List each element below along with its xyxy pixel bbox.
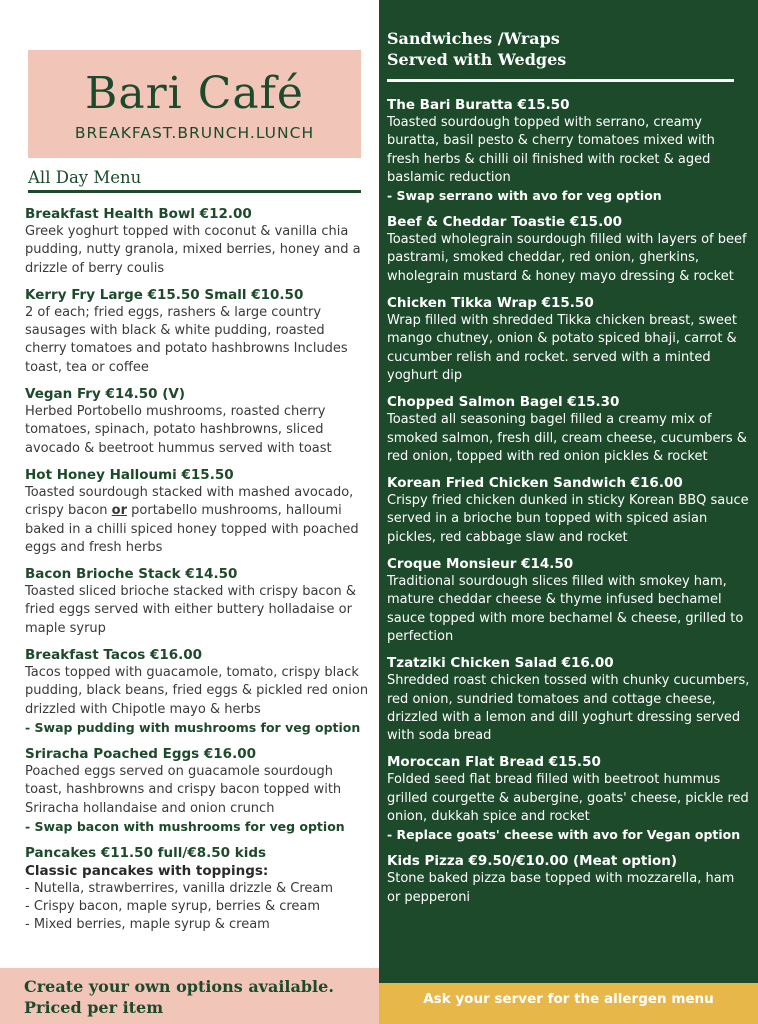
menu-item [25,565,370,638]
menu-item-title: The Bari Buratta €15.50 [387,97,570,113]
menu-item [25,466,370,557]
menu-item [387,393,751,466]
brand-tagline: BREAKFAST.BRUNCH.LUNCH [74,124,315,142]
menu-item-desc: Shredded roast chicken tossed with chunky cucumbers, red onion, sundried tomatoes and cottage cheese, drizzled with a lemon and dill yoghurt dressing served with soda bread [387,673,750,744]
menu-item-note: - Swap pudding with mushrooms for veg option [25,719,361,735]
menu-item [387,474,751,547]
allergen-footer-text: Ask your server for the allergen menu [423,991,714,1007]
menu-item-title: Pancakes €11.50 full/€8.50 kids [25,844,267,861]
menu-item-title: Beef & Cheddar Toastie €15.00 [387,214,622,231]
menu-item-subtitle: Classic pancakes with toppings: [25,862,269,879]
menu-item-desc: Toasted wholegrain sourdough filled with layers of beef pastrami, smoked cheddar, red onion, gherkins, wholegrain mustard & honey mayo dressing & rocket [387,232,747,284]
sandwiches-title-line1: Sandwiches /Wraps [387,29,560,48]
or-emphasis: or [111,503,127,519]
menu-item-desc: Poached eggs served on guacamole sourdough toast, hashbrowns and crispy bacon topped with Sriracha hollandaise and onion crunch [25,763,342,816]
menu-item [25,286,370,377]
menu-item-line: - Mixed berries, maple syrup & cream [25,917,270,933]
all-day-menu-list [25,205,370,943]
menu-item [387,555,751,646]
menu-item-title: Moroccan Flat Bread €15.50 [387,754,601,771]
desc-part: portabello mushrooms, halloumi baked in a chilli spiced honey topped with poached eggs and fresh herbs [25,503,359,555]
menu-item-desc: Stone baked pizza base topped with mozzarella, ham or pepperoni [387,871,735,905]
menu-item-line: - Crispy bacon, maple syrup, berries & cream [25,899,321,915]
menu-item [25,385,370,458]
menu-item-desc: Wrap filled with shredded Tikka chicken breast, sweet mango chutney, onion & potato spiced bhaji, carrot & cucumber relish and rocket. served with a minted yoghurt dip [387,313,737,383]
menu-item-title: Breakfast Health Bowl €12.00 [25,206,252,222]
menu-item-desc: Folded seed flat bread filled with beetroot hummus grilled courgette & aubergine, goats' cheese, pickle red onion, dukkah spice and rocket [387,772,749,825]
menu-item-title: Breakfast Tacos €16.00 [25,647,203,664]
menu-item-desc: Herbed Portobello mushrooms, roasted cherry tomatoes, spinach, potato hashbrowns, sliced avocado & beetroot hummus served with toast [25,404,332,456]
menu-item-desc: Greek yoghurt topped with coconut & vanilla chia pudding, nutty granola, mixed berries, honey and a drizzle of berry coulis [25,224,361,276]
menu-item-title: Korean Fried Chicken Sandwich €16.00 [387,475,683,492]
menu-item-title: Croque Monsieur €14.50 [387,556,574,573]
options-footer-text: Create your own options available. Priced per item [24,977,334,1017]
sandwiches-title [387,28,737,70]
sandwiches-title-line2: Served with Wedges [387,50,567,69]
menu-item-title: Vegan Fry €14.50 (V) [25,386,186,403]
menu-item-title: Tzatziki Chicken Salad €16.00 [387,655,614,672]
menu-item [25,205,370,278]
menu-item-desc: Toasted all seasoning bagel filled a creamy mix of smoked salmon, fresh dill, cream cheese, cucumbers & red onion, topped with red onion pickles & rocket [387,412,747,464]
menu-item [387,654,751,745]
menu-item-note: - Swap serrano with avo for veg option [387,188,662,204]
menu-item-title: Chicken Tikka Wrap €15.50 [387,295,594,312]
menu-item-line: - Nutella, strawberrires, vanilla drizzle & Cream [25,880,334,896]
sandwiches-list [387,96,751,915]
all-day-menu-title: All Day Menu [28,168,142,187]
menu-item-note: - Replace goats' cheese with avo for Vegan option [387,827,741,843]
menu-item-title: Bacon Brioche Stack €14.50 [25,566,238,583]
menu-item-title: Kerry Fry Large €15.50 Small €10.50 [25,286,304,303]
menu-item [387,294,751,385]
desc-part: Toasted sourdough stacked with mashed avocado, crispy bacon [25,484,354,519]
menu-item-note: - Swap bacon with mushrooms for veg option [25,818,345,834]
menu-item-desc: Traditional sourdough slices filled with smokey ham, mature cheddar cheese & thyme infused bechamel sauce topped with more bechamel & cheese, grilled to perfection [387,574,744,644]
menu-item [25,844,370,935]
options-footer [0,968,379,1024]
menu-item [387,96,751,205]
allergen-footer [379,983,758,1024]
menu-item-title: Kids Pizza €9.50/€10.00 (Meat option) [387,853,678,870]
menu-item [387,213,751,286]
menu-item [25,745,370,836]
divider [28,190,361,193]
menu-item-desc [25,484,370,557]
menu-item-desc: Tacos topped with guacamole, tomato, crispy black pudding, black beans, fried eggs & pickled red onion drizzled with Chipotle mayo & herbs [25,665,369,717]
divider [387,79,734,82]
menu-item-title: Hot Honey Halloumi €15.50 [25,466,234,483]
menu-item [387,852,751,907]
menu-item-desc: Toasted sliced brioche stacked with crispy bacon & fried eggs served with either buttery holladaise or maple syrup [25,584,357,636]
brand-name: Bari Café [85,68,304,119]
right-panel [379,0,758,1024]
menu-item [25,646,370,737]
menu-item-title: Chopped Salmon Bagel €15.30 [387,394,620,411]
menu-item-desc: 2 of each; fried eggs, rashers & large country sausages with black & white pudding, roasted cherry tomatoes and potato hashbrowns Includes toast, tea or coffee [25,304,348,375]
menu-item-title: Sriracha Poached Eggs €16.00 [25,745,256,762]
menu-item-desc: Toasted sourdough topped with serrano, creamy buratta, basil pesto & cherry tomatoes mixed with fresh herbs & chilli oil finished with rocket & aged baslamic reduction [387,115,715,185]
brand-box [28,50,361,158]
menu-item [387,753,751,844]
menu-item-desc: Crispy fried chicken dunked in sticky Korean BBQ sauce served in a brioche bun topped with spiced asian pickles, red cabbage slaw and rocket [387,493,749,545]
